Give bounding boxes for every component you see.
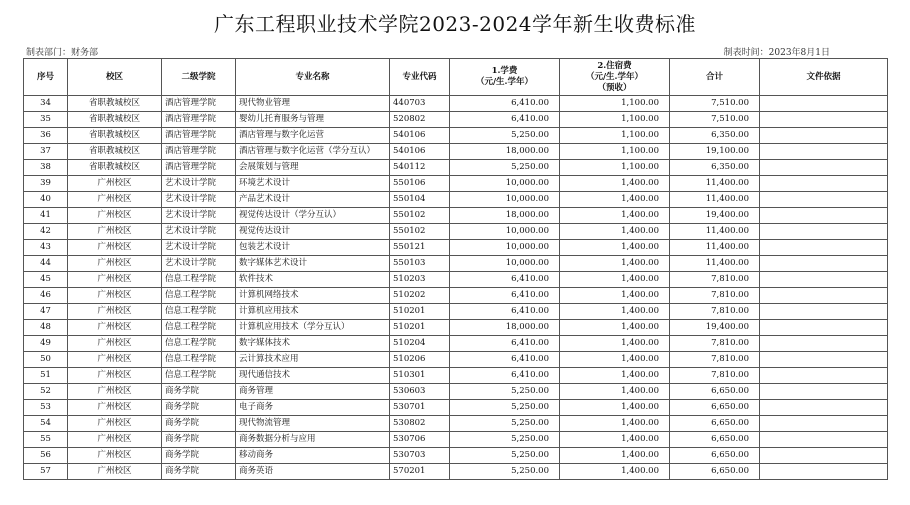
cell-major: 计算机应用技术 [236, 304, 390, 320]
cell-total: 6,650.00 [670, 400, 760, 416]
cell-basis [760, 192, 888, 208]
cell-basis [760, 432, 888, 448]
cell-total: 6,350.00 [670, 128, 760, 144]
cell-basis [760, 336, 888, 352]
cell-no: 54 [24, 416, 68, 432]
cell-tuition: 6,410.00 [450, 304, 560, 320]
cell-college: 信息工程学院 [162, 272, 236, 288]
cell-college: 艺术设计学院 [162, 208, 236, 224]
table-row [24, 176, 888, 192]
header-tuition [450, 59, 560, 96]
cell-tuition: 10,000.00 [450, 224, 560, 240]
cell-college: 艺术设计学院 [162, 176, 236, 192]
cell-lodging: 1,400.00 [560, 320, 670, 336]
cell-major: 酒店管理与数字化运营 [236, 128, 390, 144]
cell-code: 550104 [390, 192, 450, 208]
header-major: 专业名称 [236, 59, 390, 96]
cell-tuition: 6,410.00 [450, 288, 560, 304]
cell-tuition: 6,410.00 [450, 272, 560, 288]
cell-tuition: 5,250.00 [450, 384, 560, 400]
cell-college: 酒店管理学院 [162, 144, 236, 160]
cell-tuition: 5,250.00 [450, 416, 560, 432]
cell-campus: 广州校区 [68, 416, 162, 432]
cell-total: 11,400.00 [670, 224, 760, 240]
header-campus: 校区 [68, 59, 162, 96]
cell-code: 510301 [390, 368, 450, 384]
cell-tuition: 5,250.00 [450, 160, 560, 176]
cell-lodging: 1,100.00 [560, 144, 670, 160]
cell-no: 40 [24, 192, 68, 208]
cell-college: 信息工程学院 [162, 352, 236, 368]
department-label: 制表部门：财务部 [26, 48, 99, 58]
cell-basis [760, 128, 888, 144]
header-lodging-line2: （元/生.学年） [585, 71, 644, 82]
cell-lodging: 1,100.00 [560, 112, 670, 128]
cell-total: 19,100.00 [670, 144, 760, 160]
table-row [24, 464, 888, 480]
cell-basis [760, 464, 888, 480]
cell-tuition: 10,000.00 [450, 256, 560, 272]
cell-campus: 广州校区 [68, 192, 162, 208]
table-row [24, 432, 888, 448]
table-row [24, 304, 888, 320]
cell-lodging: 1,400.00 [560, 352, 670, 368]
header-code: 专业代码 [390, 59, 450, 96]
cell-basis [760, 448, 888, 464]
cell-tuition: 6,410.00 [450, 96, 560, 112]
cell-campus: 广州校区 [68, 464, 162, 480]
cell-college: 信息工程学院 [162, 304, 236, 320]
cell-major: 计算机网络技术 [236, 288, 390, 304]
cell-college: 酒店管理学院 [162, 112, 236, 128]
cell-basis [760, 304, 888, 320]
cell-college: 商务学院 [162, 400, 236, 416]
cell-no: 48 [24, 320, 68, 336]
cell-major: 产品艺术设计 [236, 192, 390, 208]
cell-lodging: 1,100.00 [560, 160, 670, 176]
cell-basis [760, 96, 888, 112]
cell-tuition: 18,000.00 [450, 320, 560, 336]
cell-tuition: 18,000.00 [450, 144, 560, 160]
cell-code: 530706 [390, 432, 450, 448]
cell-total: 7,810.00 [670, 304, 760, 320]
cell-total: 19,400.00 [670, 208, 760, 224]
cell-major: 商务英语 [236, 464, 390, 480]
cell-basis [760, 272, 888, 288]
cell-no: 37 [24, 144, 68, 160]
cell-tuition: 5,250.00 [450, 432, 560, 448]
cell-tuition: 6,410.00 [450, 352, 560, 368]
cell-total: 7,510.00 [670, 112, 760, 128]
table-row [24, 160, 888, 176]
cell-code: 530701 [390, 400, 450, 416]
table-row [24, 224, 888, 240]
cell-basis [760, 224, 888, 240]
cell-lodging: 1,400.00 [560, 272, 670, 288]
cell-college: 信息工程学院 [162, 320, 236, 336]
table-row [24, 256, 888, 272]
header-total: 合计 [670, 59, 760, 96]
cell-college: 酒店管理学院 [162, 128, 236, 144]
cell-no: 56 [24, 448, 68, 464]
header-basis: 文件依据 [760, 59, 888, 96]
cell-code: 550121 [390, 240, 450, 256]
cell-no: 43 [24, 240, 68, 256]
cell-code: 530703 [390, 448, 450, 464]
cell-total: 7,810.00 [670, 368, 760, 384]
cell-college: 艺术设计学院 [162, 256, 236, 272]
cell-campus: 省职教城校区 [68, 96, 162, 112]
cell-campus: 广州校区 [68, 352, 162, 368]
cell-basis [760, 256, 888, 272]
cell-total: 6,350.00 [670, 160, 760, 176]
cell-lodging: 1,400.00 [560, 384, 670, 400]
cell-total: 7,810.00 [670, 272, 760, 288]
cell-lodging: 1,400.00 [560, 208, 670, 224]
cell-lodging: 1,400.00 [560, 416, 670, 432]
cell-tuition: 5,250.00 [450, 464, 560, 480]
cell-lodging: 1,400.00 [560, 240, 670, 256]
cell-code: 530603 [390, 384, 450, 400]
cell-college: 信息工程学院 [162, 336, 236, 352]
cell-basis [760, 144, 888, 160]
cell-major: 现代物业管理 [236, 96, 390, 112]
cell-college: 商务学院 [162, 416, 236, 432]
table-row [24, 320, 888, 336]
cell-basis [760, 176, 888, 192]
cell-no: 46 [24, 288, 68, 304]
cell-basis [760, 384, 888, 400]
cell-lodging: 1,400.00 [560, 224, 670, 240]
cell-campus: 广州校区 [68, 400, 162, 416]
cell-total: 7,810.00 [670, 288, 760, 304]
cell-lodging: 1,100.00 [560, 96, 670, 112]
cell-total: 6,650.00 [670, 448, 760, 464]
cell-lodging: 1,400.00 [560, 336, 670, 352]
cell-campus: 广州校区 [68, 320, 162, 336]
header-tuition-line1: 1.学费 [491, 66, 518, 76]
cell-code: 510201 [390, 304, 450, 320]
cell-lodging: 1,400.00 [560, 464, 670, 480]
cell-campus: 广州校区 [68, 176, 162, 192]
table-row [24, 352, 888, 368]
table-row [24, 128, 888, 144]
cell-tuition: 5,250.00 [450, 128, 560, 144]
table-row [24, 400, 888, 416]
cell-major: 移动商务 [236, 448, 390, 464]
cell-major: 云计算技术应用 [236, 352, 390, 368]
cell-no: 38 [24, 160, 68, 176]
cell-tuition: 10,000.00 [450, 192, 560, 208]
cell-tuition: 18,000.00 [450, 208, 560, 224]
header-no: 序号 [24, 59, 68, 96]
cell-major: 商务管理 [236, 384, 390, 400]
cell-lodging: 1,400.00 [560, 368, 670, 384]
cell-no: 51 [24, 368, 68, 384]
cell-lodging: 1,400.00 [560, 304, 670, 320]
cell-major: 婴幼儿托育服务与管理 [236, 112, 390, 128]
cell-code: 540112 [390, 160, 450, 176]
cell-campus: 广州校区 [68, 336, 162, 352]
cell-major: 现代通信技术 [236, 368, 390, 384]
cell-basis [760, 352, 888, 368]
cell-no: 44 [24, 256, 68, 272]
cell-code: 510206 [390, 352, 450, 368]
cell-total: 6,650.00 [670, 432, 760, 448]
cell-college: 商务学院 [162, 448, 236, 464]
cell-lodging: 1,400.00 [560, 192, 670, 208]
cell-basis [760, 160, 888, 176]
cell-campus: 广州校区 [68, 384, 162, 400]
cell-tuition: 6,410.00 [450, 336, 560, 352]
cell-total: 7,810.00 [670, 352, 760, 368]
header-college: 二级学院 [162, 59, 236, 96]
cell-no: 57 [24, 464, 68, 480]
table-row [24, 192, 888, 208]
cell-college: 艺术设计学院 [162, 224, 236, 240]
cell-basis [760, 416, 888, 432]
cell-college: 酒店管理学院 [162, 96, 236, 112]
cell-campus: 广州校区 [68, 288, 162, 304]
cell-major: 环境艺术设计 [236, 176, 390, 192]
table-row [24, 272, 888, 288]
cell-campus: 广州校区 [68, 256, 162, 272]
cell-code: 540106 [390, 128, 450, 144]
cell-major: 计算机应用技术（学分互认） [236, 320, 390, 336]
table-row [24, 336, 888, 352]
cell-lodging: 1,400.00 [560, 288, 670, 304]
cell-total: 7,510.00 [670, 96, 760, 112]
cell-major: 会展策划与管理 [236, 160, 390, 176]
cell-campus: 广州校区 [68, 304, 162, 320]
cell-college: 信息工程学院 [162, 288, 236, 304]
cell-tuition: 6,410.00 [450, 112, 560, 128]
cell-major: 数字媒体技术 [236, 336, 390, 352]
cell-total: 11,400.00 [670, 192, 760, 208]
cell-no: 34 [24, 96, 68, 112]
table-row [24, 384, 888, 400]
cell-college: 艺术设计学院 [162, 192, 236, 208]
cell-code: 550102 [390, 208, 450, 224]
cell-college: 艺术设计学院 [162, 240, 236, 256]
cell-lodging: 1,400.00 [560, 432, 670, 448]
cell-code: 510202 [390, 288, 450, 304]
table-row [24, 208, 888, 224]
header-lodging [560, 59, 670, 96]
cell-college: 酒店管理学院 [162, 160, 236, 176]
header-lodging-line3: （预收） [597, 82, 632, 93]
cell-total: 11,400.00 [670, 176, 760, 192]
table-row [24, 288, 888, 304]
cell-campus: 广州校区 [68, 224, 162, 240]
cell-total: 19,400.00 [670, 320, 760, 336]
cell-code: 550103 [390, 256, 450, 272]
table-row [24, 112, 888, 128]
cell-campus: 省职教城校区 [68, 128, 162, 144]
table-header-row [24, 59, 888, 96]
cell-major: 包装艺术设计 [236, 240, 390, 256]
cell-major: 数字媒体艺术设计 [236, 256, 390, 272]
cell-campus: 省职教城校区 [68, 144, 162, 160]
cell-no: 42 [24, 224, 68, 240]
cell-no: 55 [24, 432, 68, 448]
cell-basis [760, 112, 888, 128]
cell-college: 信息工程学院 [162, 368, 236, 384]
cell-major: 商务数据分析与应用 [236, 432, 390, 448]
cell-basis [760, 240, 888, 256]
cell-no: 35 [24, 112, 68, 128]
cell-basis [760, 208, 888, 224]
cell-code: 570201 [390, 464, 450, 480]
cell-total: 6,650.00 [670, 416, 760, 432]
cell-code: 510203 [390, 272, 450, 288]
cell-code: 510204 [390, 336, 450, 352]
cell-total: 6,650.00 [670, 464, 760, 480]
cell-lodging: 1,400.00 [560, 400, 670, 416]
cell-code: 440703 [390, 96, 450, 112]
cell-lodging: 1,100.00 [560, 128, 670, 144]
cell-total: 7,810.00 [670, 336, 760, 352]
cell-total: 6,650.00 [670, 384, 760, 400]
cell-college: 商务学院 [162, 464, 236, 480]
cell-lodging: 1,400.00 [560, 448, 670, 464]
cell-basis [760, 320, 888, 336]
cell-no: 36 [24, 128, 68, 144]
cell-basis [760, 368, 888, 384]
cell-code: 540106 [390, 144, 450, 160]
cell-campus: 省职教城校区 [68, 160, 162, 176]
cell-campus: 广州校区 [68, 432, 162, 448]
cell-no: 49 [24, 336, 68, 352]
cell-code: 530802 [390, 416, 450, 432]
cell-code: 550106 [390, 176, 450, 192]
cell-tuition: 5,250.00 [450, 448, 560, 464]
date-label: 制表时间：2023年8月1日 [723, 48, 830, 58]
cell-no: 47 [24, 304, 68, 320]
table-row [24, 368, 888, 384]
fee-table [23, 58, 888, 480]
cell-tuition: 5,250.00 [450, 400, 560, 416]
cell-major: 视觉传达设计 [236, 224, 390, 240]
cell-tuition: 10,000.00 [450, 240, 560, 256]
cell-code: 520802 [390, 112, 450, 128]
cell-tuition: 6,410.00 [450, 368, 560, 384]
cell-lodging: 1,400.00 [560, 176, 670, 192]
page-title: 广东工程职业技术学院2023-2024学年新生收费标准 [213, 12, 697, 36]
cell-major: 酒店管理与数字化运营（学分互认） [236, 144, 390, 160]
table-row [24, 144, 888, 160]
table-row [24, 240, 888, 256]
cell-no: 41 [24, 208, 68, 224]
cell-campus: 省职教城校区 [68, 112, 162, 128]
table-row [24, 448, 888, 464]
cell-campus: 广州校区 [68, 368, 162, 384]
cell-no: 39 [24, 176, 68, 192]
cell-no: 45 [24, 272, 68, 288]
cell-no: 53 [24, 400, 68, 416]
cell-total: 11,400.00 [670, 240, 760, 256]
cell-basis [760, 400, 888, 416]
cell-major: 现代物流管理 [236, 416, 390, 432]
table-row [24, 96, 888, 112]
cell-major: 电子商务 [236, 400, 390, 416]
cell-college: 商务学院 [162, 384, 236, 400]
cell-code: 510201 [390, 320, 450, 336]
table-row [24, 416, 888, 432]
cell-campus: 广州校区 [68, 240, 162, 256]
cell-campus: 广州校区 [68, 448, 162, 464]
cell-tuition: 10,000.00 [450, 176, 560, 192]
cell-basis [760, 288, 888, 304]
header-lodging-line1: 2.住宿费 [597, 60, 632, 71]
cell-major: 软件技术 [236, 272, 390, 288]
cell-total: 11,400.00 [670, 256, 760, 272]
cell-code: 550102 [390, 224, 450, 240]
cell-campus: 广州校区 [68, 272, 162, 288]
cell-major: 视觉传达设计（学分互认） [236, 208, 390, 224]
cell-no: 50 [24, 352, 68, 368]
cell-campus: 广州校区 [68, 208, 162, 224]
header-tuition-line2: （元/生.学年） [475, 77, 534, 87]
cell-no: 52 [24, 384, 68, 400]
table-body [24, 96, 888, 480]
cell-lodging: 1,400.00 [560, 256, 670, 272]
cell-college: 商务学院 [162, 432, 236, 448]
